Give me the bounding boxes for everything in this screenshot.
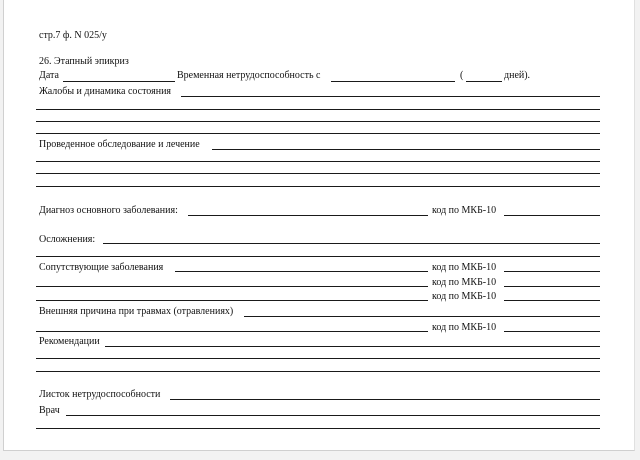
external-cause-line[interactable] bbox=[36, 331, 428, 332]
doctor-label: Врач bbox=[39, 405, 60, 416]
complications-line[interactable] bbox=[36, 256, 600, 257]
examination-line[interactable] bbox=[36, 173, 600, 174]
complications-label: Осложнения: bbox=[39, 234, 96, 245]
recommendations-line[interactable] bbox=[36, 358, 600, 359]
doctor-line[interactable] bbox=[36, 428, 600, 429]
complaints-line[interactable] bbox=[181, 96, 600, 97]
doctor-line[interactable] bbox=[66, 415, 600, 416]
date-label: Дата bbox=[39, 70, 59, 81]
days-count-line[interactable] bbox=[466, 81, 502, 82]
icd-code-label: код по МКБ-10 bbox=[432, 277, 497, 288]
open-paren: ( bbox=[460, 70, 464, 81]
complications-line[interactable] bbox=[103, 243, 600, 244]
icd-code-label: код по МКБ-10 bbox=[432, 262, 497, 273]
days-label: дней). bbox=[504, 70, 531, 81]
section-title: 26. Этапный эпикриз bbox=[39, 56, 129, 67]
sick-leave-label: Листок нетрудоспособности bbox=[39, 389, 161, 400]
complaints-label: Жалобы и динамика состояния bbox=[39, 86, 172, 97]
form-reference: стр.7 ф. N 025/у bbox=[39, 30, 107, 41]
icd-code-label: код по МКБ-10 bbox=[432, 205, 497, 216]
examination-line[interactable] bbox=[36, 161, 600, 162]
comorbidities-line[interactable] bbox=[175, 271, 428, 272]
complaints-line[interactable] bbox=[36, 133, 600, 134]
examination-line[interactable] bbox=[212, 149, 600, 150]
recommendations-line[interactable] bbox=[36, 371, 600, 372]
complaints-line[interactable] bbox=[36, 121, 600, 122]
icd-code-line[interactable] bbox=[504, 215, 600, 216]
disability-start-line[interactable] bbox=[331, 81, 455, 82]
sick-leave-line[interactable] bbox=[170, 399, 600, 400]
comorbidities-label: Сопутствующие заболевания bbox=[39, 262, 164, 273]
date-line[interactable] bbox=[63, 81, 175, 82]
icd-code-line[interactable] bbox=[504, 331, 600, 332]
external-cause-line[interactable] bbox=[244, 316, 600, 317]
icd-code-line[interactable] bbox=[504, 286, 600, 287]
icd-code-label: код по МКБ-10 bbox=[432, 291, 497, 302]
icd-code-line[interactable] bbox=[504, 300, 600, 301]
form-page bbox=[3, 0, 635, 451]
recommendations-label: Рекомендации bbox=[39, 336, 100, 347]
icd-code-label: код по МКБ-10 bbox=[432, 322, 497, 333]
external-cause-label: Внешняя причина при травмах (отравлениях) bbox=[39, 306, 234, 317]
main-diagnosis-label: Диагноз основного заболевания: bbox=[39, 205, 178, 216]
examination-label: Проведенное обследование и лечение bbox=[39, 139, 200, 150]
disability-label: Временная нетрудоспособность с bbox=[177, 70, 321, 81]
icd-code-line[interactable] bbox=[504, 271, 600, 272]
comorbidities-line[interactable] bbox=[36, 286, 428, 287]
comorbidities-line[interactable] bbox=[36, 300, 428, 301]
complaints-line[interactable] bbox=[36, 109, 600, 110]
recommendations-line[interactable] bbox=[105, 346, 600, 347]
main-diagnosis-line[interactable] bbox=[188, 215, 428, 216]
examination-line[interactable] bbox=[36, 186, 600, 187]
